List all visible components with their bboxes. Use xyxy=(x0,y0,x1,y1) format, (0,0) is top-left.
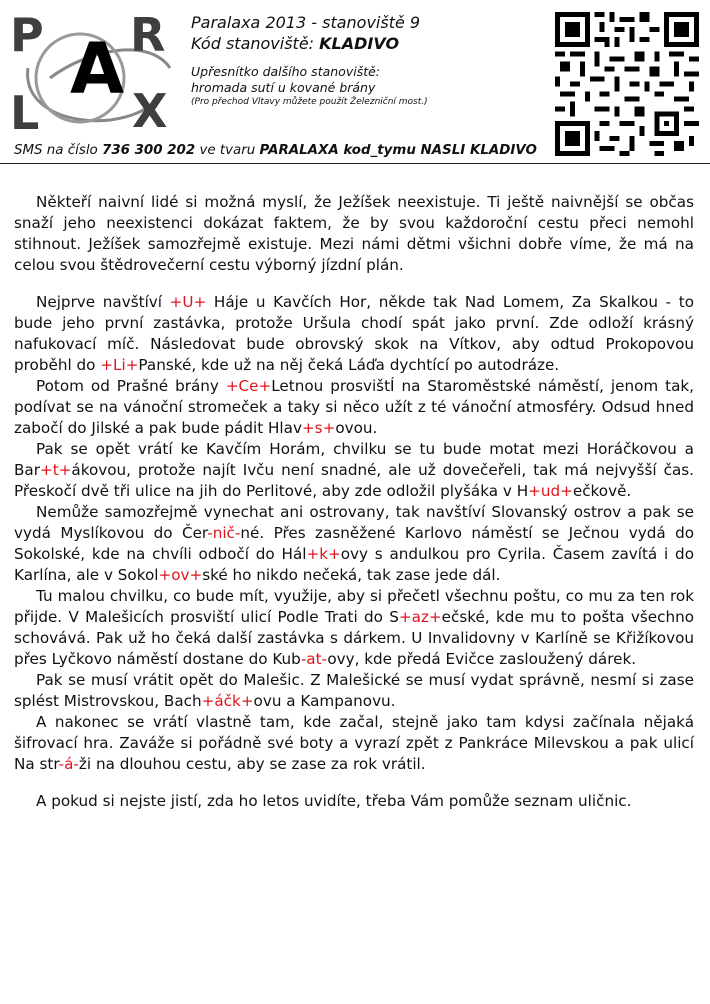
paragraph-5 xyxy=(14,502,694,586)
logo-letter-a: A xyxy=(70,28,125,110)
qr-code xyxy=(555,12,699,156)
paragraph-3 xyxy=(14,376,694,439)
cipher-mark: +Li+ xyxy=(100,356,139,374)
paragraph-8 xyxy=(14,712,694,775)
cipher-mark: +ud+ xyxy=(528,482,573,500)
paralaxa-logo xyxy=(10,8,180,138)
paragraph-7 xyxy=(14,670,694,712)
header-divider xyxy=(0,163,710,164)
page-header xyxy=(0,0,710,168)
sms-prefix: SMS na číslo xyxy=(14,143,102,158)
text-run: A nakonec se vrátí vlastně tam, kde začal, stejně jako tam kdysi začínala nějaká šifrovací hra. Zaváže si pořádně své boty a vyrazí zpět z Pankráce Milevskou a pak ulicí Na str xyxy=(14,713,694,773)
station-code-value: KLADIVO xyxy=(319,34,400,53)
station-code-label: Kód stanoviště: xyxy=(191,34,320,53)
cipher-mark: +k+ xyxy=(306,545,341,563)
cipher-mark: +s+ xyxy=(301,419,336,437)
sms-format: PARALAXA kod_tymu NASLI KLADIVO xyxy=(259,143,537,158)
paragraph-9: A pokud si nejste jistí, zda ho letos uvidíte, třeba Vám pomůže seznam uličnic. xyxy=(36,792,632,810)
logo-letter-l: L xyxy=(10,86,40,140)
cipher-mark: +U+ xyxy=(169,293,207,311)
cipher-mark: +Ce+ xyxy=(225,377,272,395)
text-run: ovy, kde předá Evičce zasloužený dárek. xyxy=(327,650,637,668)
cipher-mark: -at- xyxy=(300,650,328,668)
paragraph-1: Někteří naivní lidé si možná myslí, že Ježíšek neexistuje. Ti ještě naivnější se občas snaží jeho neexistenci dokázat faktem, že by svou každoroční cestu přeci nemohl stihnout. Ježíšek samozřejmě existuje. Mezi námi dětmi všichni dobře víme, že má na celou svou štědrovečerní cestu výborný jízdní plán. xyxy=(14,193,694,274)
next-station-hint-note: (Pro přechod Vltavy můžete použít Železniční most.) xyxy=(191,97,428,107)
text-run: né. Přes zasněžené Karlovo náměstí se Ječnou vydá do Sokolské, kde na chvíli odbočí do Hál xyxy=(14,524,695,563)
cipher-mark: -nič- xyxy=(207,524,241,542)
sms-instruction xyxy=(14,143,554,158)
text-run: ákovou, protože najít Ivču není snadné, ale už dovečeřeli, tak má nejvyšší čas. Přeskočí dvě tři ulice na jih do Perlitové, aby zde odložil plyšáka v H xyxy=(14,461,694,500)
sms-middle: ve tvaru xyxy=(195,143,260,158)
cipher-mark: +t+ xyxy=(39,461,72,479)
paragraph-4 xyxy=(14,439,694,502)
text-run: Nejprve navštíví xyxy=(36,293,170,311)
story-text xyxy=(14,192,694,812)
next-station-hint-text: hromada sutí u kované brány xyxy=(191,80,376,95)
text-run: Háje u Kavčích Hor, někde tak Nad Lomem, Za Skalkou - to bude jeho první zastávka, protože Uršula chodí spát jako první. Zde odloží krásný nafukovací míč. Následovat bude obrovský skok na Vítkov, aby odtud Prokopovou proběhl do xyxy=(14,293,694,374)
paragraph-6 xyxy=(14,586,694,670)
text-run: ské ho nikdo nečeká, tak zase jede dál. xyxy=(202,566,501,584)
paragraph-2 xyxy=(14,292,694,376)
cipher-mark: +ov+ xyxy=(158,566,203,584)
text-run: Pak se musí vrátit opět do Malešic. Z Malešické se musí vydat správně, nesmí si zase splést Mistrovskou, Bach xyxy=(14,671,694,710)
text-run: ovy s andulkou pro Cyrila. Časem zavítá i do Karlína, ale v Sokol xyxy=(14,545,694,584)
logo-letter-p: P xyxy=(10,8,44,62)
logo-letter-x: X xyxy=(132,84,168,138)
text-run: Pak se opět vrátí ke Kavčím Horám, chvilku se tu bude motat mezi Horáčkovou a Bar xyxy=(14,440,694,479)
station-code xyxy=(191,33,551,54)
text-run: Potom od Prašné brány xyxy=(36,377,226,395)
header-text-block xyxy=(191,12,551,108)
logo-letter-r: R xyxy=(130,8,166,62)
text-run: Panské, kde už na něj čeká Láďa dychtící po autodráze. xyxy=(138,356,560,374)
station-title: Paralaxa 2013 - stanoviště 9 xyxy=(191,13,421,32)
cipher-mark: -á- xyxy=(58,755,79,773)
text-run: ečkově. xyxy=(572,482,632,500)
text-run: Letnou prosvištÍ na Staroměstské náměstí, jenom tak, podívat se na vánoční stromeček a taky si něco užít z té vánoční atmosféry. Odsud hned zabočí do Jilské a pak bude pádit Hlav xyxy=(14,377,694,437)
text-run: Tu malou chvilku, co bude mít, využije, aby si přečetl všechnu poštu, co mu za ten rok přijde. V Malešicích prosviští ulicí Podle Trati do S xyxy=(14,587,694,626)
cipher-mark: +az+ xyxy=(398,608,442,626)
text-run: ečské, kde mu to pošta všechno schovává. Pak už ho čeká další zastávka s dárkem. U Invalidovny v Karlíně se Křižíkovou přes Lyčkovo náměstí dostane do Kub xyxy=(14,608,694,668)
text-run: ovu a Kampanovu. xyxy=(253,692,396,710)
text-run: ovou. xyxy=(335,419,378,437)
next-station-hint-label: Upřesnítko dalšího stanoviště: xyxy=(191,64,381,79)
text-run: Nemůže samozřejmě vynechat ani ostrovany, tak navštíví Slovanský ostrov a pak se vydá Myslíkovou do Čer xyxy=(14,503,694,542)
text-run: ži na dlouhou cestu, aby se zase za rok vrátil. xyxy=(78,755,426,773)
cipher-mark: +áčk+ xyxy=(201,692,254,710)
sms-number: 736 300 202 xyxy=(102,143,196,158)
